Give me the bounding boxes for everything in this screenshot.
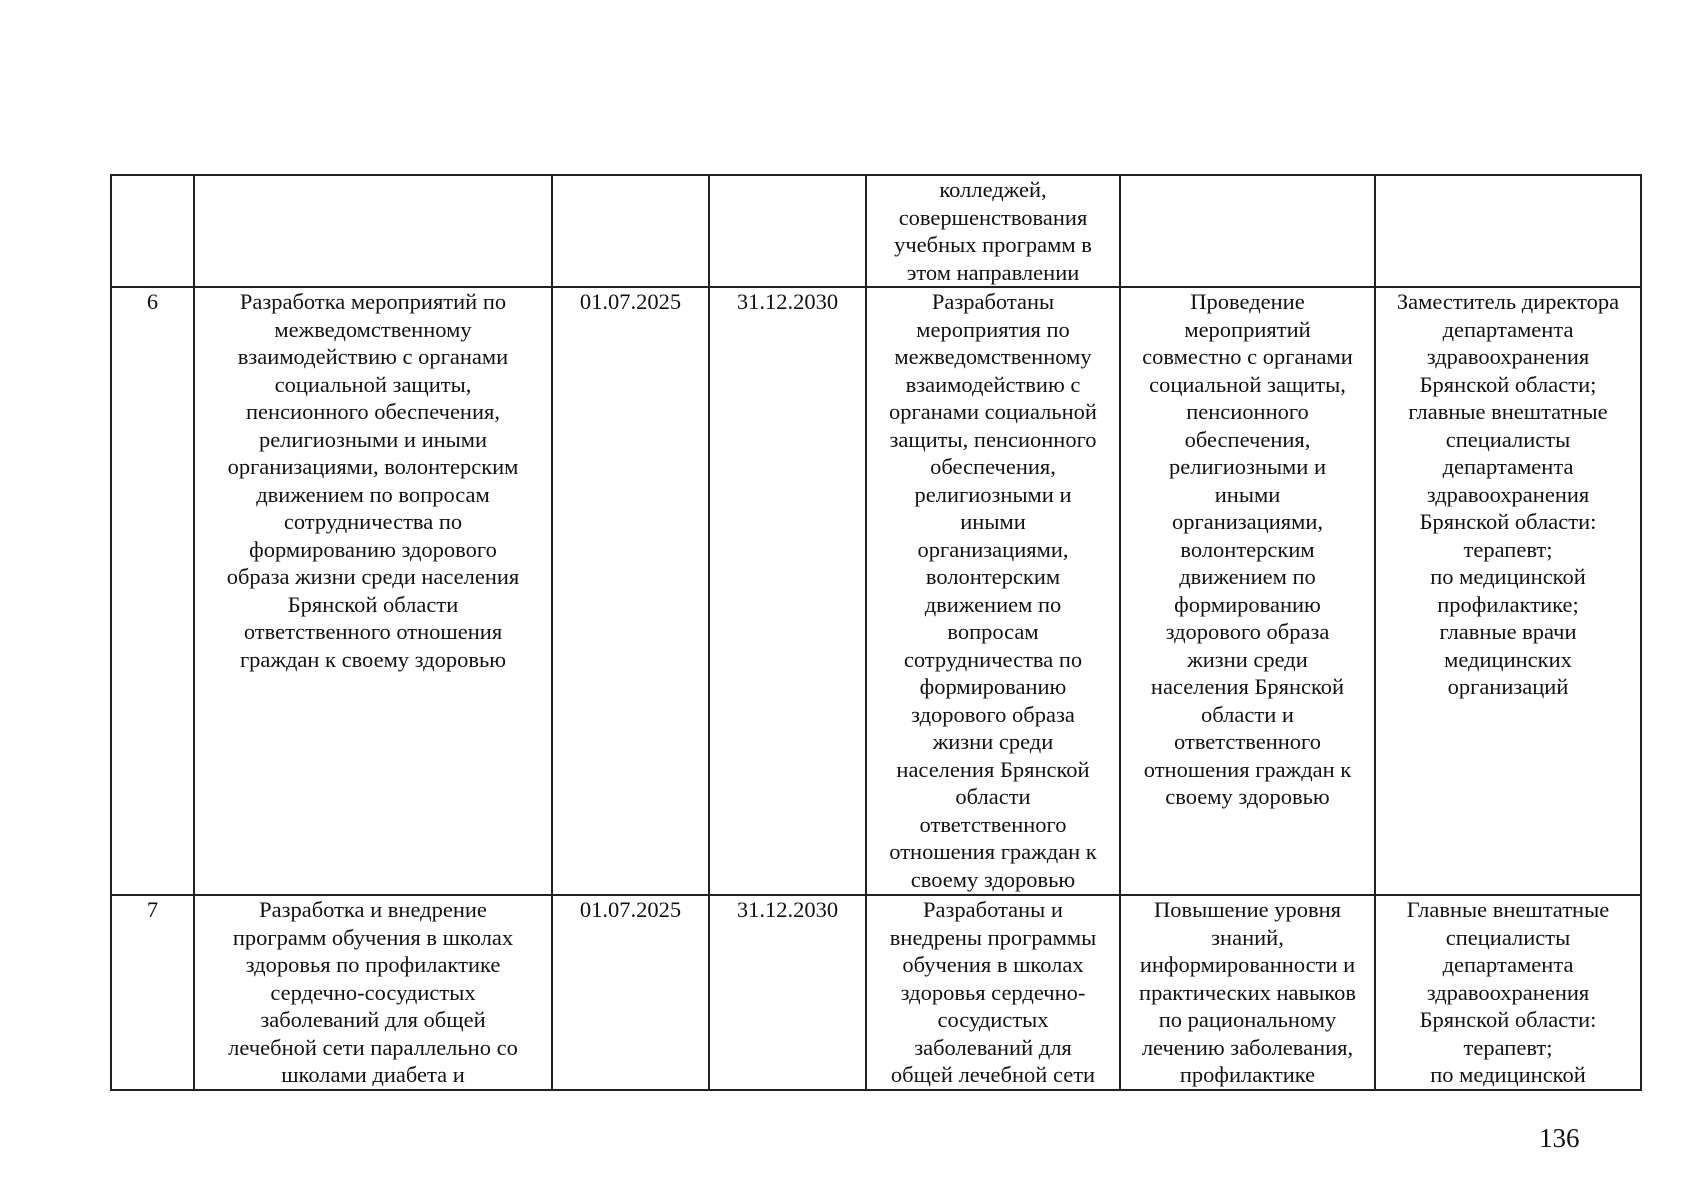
cell-number: 6 <box>111 287 194 895</box>
table-row <box>111 895 1641 1090</box>
cell-result: Разработаны и внедрены программы обучения в школах здоровья сердечно- сосудистых заболеваний для общей лечебной сети <box>866 895 1120 1090</box>
cell-responsible <box>1375 175 1641 287</box>
cell-activity: Разработка мероприятий по межведомственному взаимодействию с органами социальной защиты, пенсионного обеспечения, религиозными и иными организациями, волонтерским движением по вопросам сотрудничества по формированию здорового образа жизни среди населения Брянской области ответственного отношения граждан к своему здоровью <box>194 287 552 895</box>
page-number: 136 <box>1539 1123 1580 1153</box>
cell-result: колледжей, совершенствования учебных программ в этом направлении <box>866 175 1120 287</box>
cell-end-date: 31.12.2030 <box>709 895 866 1090</box>
cell-start-date: 01.07.2025 <box>552 287 709 895</box>
cell-result: Разработаны мероприятия по межведомственному взаимодействию с органами социальной защиты, пенсионного обеспечения, религиозными и иными организациями, волонтерским движением по вопросам сотрудничества по формированию здорового образа жизни среди населения Брянской области ответственного отношения граждан к своему здоровью <box>866 287 1120 895</box>
cell-activity <box>194 175 552 287</box>
cell-end-date <box>709 175 866 287</box>
cell-end-date: 31.12.2030 <box>709 287 866 895</box>
cell-effect <box>1120 175 1375 287</box>
table-row <box>111 175 1641 287</box>
cell-number <box>111 175 194 287</box>
cell-effect: Проведение мероприятий совместно с органами социальной защиты, пенсионного обеспечения, религиозными и иными организациями, волонтерским движением по формированию здорового образа жизни среди населения Брянской области и ответственного отношения граждан к своему здоровью <box>1120 287 1375 895</box>
table-row <box>111 287 1641 895</box>
cell-effect: Повышение уровня знаний, информированности и практических навыков по рациональному лечению заболевания, профилактике <box>1120 895 1375 1090</box>
cell-start-date: 01.07.2025 <box>552 895 709 1090</box>
cell-number: 7 <box>111 895 194 1090</box>
cell-responsible: Главные внештатные специалисты департамента здравоохранения Брянской области: терапевт; по медицинской <box>1375 895 1641 1090</box>
cell-responsible: Заместитель директора департамента здравоохранения Брянской области; главные внештатные специалисты департамента здравоохранения Брянской области: терапевт; по медицинской профилактике; главные врачи медицинских организаций <box>1375 287 1641 895</box>
measures-table <box>110 174 1642 1091</box>
cell-start-date <box>552 175 709 287</box>
cell-activity: Разработка и внедрение программ обучения в школах здоровья по профилактике сердечно-сосудистых заболеваний для общей лечебной сети параллельно со школами диабета и <box>194 895 552 1090</box>
